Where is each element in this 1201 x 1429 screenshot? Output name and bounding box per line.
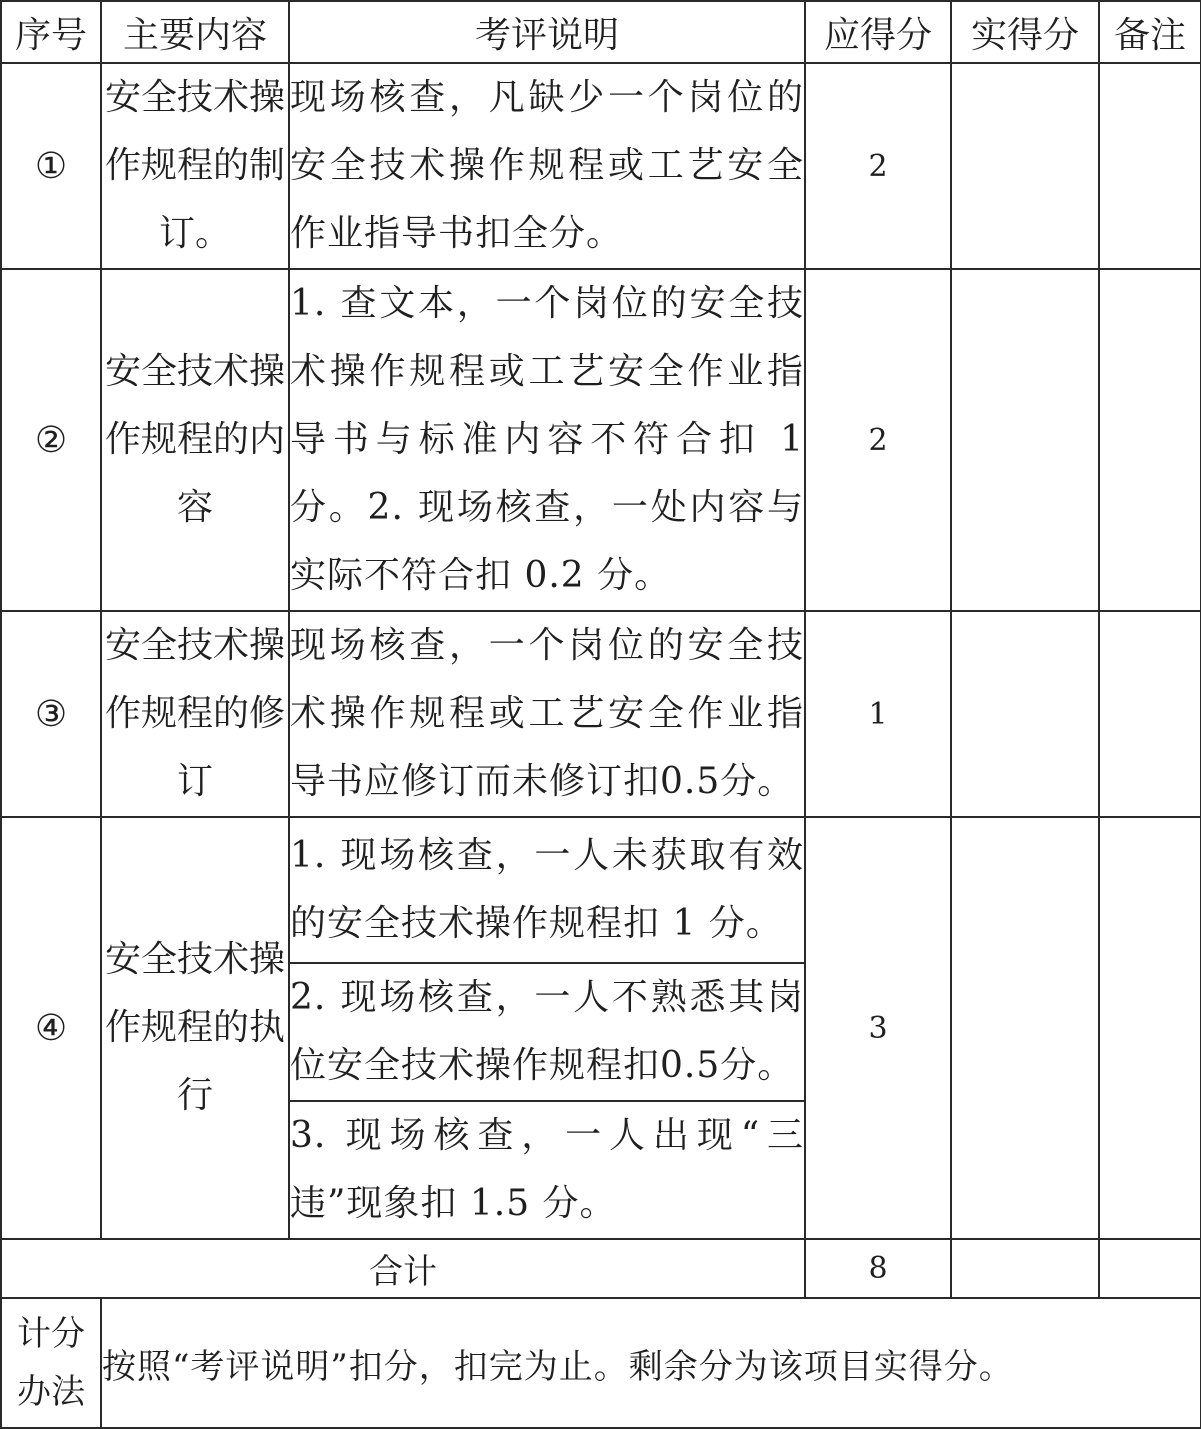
header-content: 主要内容 <box>101 1 289 63</box>
row-seq: ③ <box>1 611 101 817</box>
row-note <box>1099 63 1201 269</box>
row-note <box>1099 611 1201 817</box>
row-desc-item: 1. 现场核查，一人未获取有效的安全技术操作规程扣 1 分。 <box>289 817 805 963</box>
row-seq: ④ <box>1 817 101 1239</box>
row-content: 安全技术操作规程的执行 <box>101 817 289 1239</box>
row-content: 安全技术操作规程的内容 <box>101 269 289 611</box>
header-desc: 考评说明 <box>289 1 805 63</box>
method-text: 按照“考评说明”扣分，扣完为止。剩余分为该项目实得分。 <box>101 1298 1201 1428</box>
row-note <box>1099 817 1201 1239</box>
total-actual-score <box>951 1239 1099 1298</box>
row-seq: ① <box>1 63 101 269</box>
row-desc: 现场核查，凡缺少一个岗位的安全技术操作规程或工艺安全作业指导书扣全分。 <box>289 63 805 269</box>
row-actual-score <box>951 269 1099 611</box>
row-desc: 现场核查，一个岗位的安全技术操作规程或工艺安全作业指导书应修订而未修订扣0.5分。 <box>289 611 805 817</box>
header-row <box>1 1 1201 63</box>
table-row <box>1 269 1201 611</box>
total-label: 合计 <box>1 1239 805 1298</box>
row-due-score: 2 <box>805 63 951 269</box>
row-desc-item: 2. 现场核查，一人不熟悉其岗位安全技术操作规程扣0.5分。 <box>289 963 805 1101</box>
method-label: 计分办法 <box>1 1298 101 1428</box>
row-actual-score <box>951 817 1099 1239</box>
table-row <box>1 63 1201 269</box>
header-note: 备注 <box>1099 1 1201 63</box>
header-seq: 序号 <box>1 1 101 63</box>
row-due-score: 3 <box>805 817 951 1239</box>
row-seq: ② <box>1 269 101 611</box>
header-due-score: 应得分 <box>805 1 951 63</box>
row-due-score: 2 <box>805 269 951 611</box>
table-row <box>1 611 1201 817</box>
header-actual-score: 实得分 <box>951 1 1099 63</box>
row-due-score: 1 <box>805 611 951 817</box>
total-due-score: 8 <box>805 1239 951 1298</box>
row-actual-score <box>951 63 1099 269</box>
row-note <box>1099 269 1201 611</box>
method-row <box>1 1298 1201 1428</box>
row-content: 安全技术操作规程的制订。 <box>101 63 289 269</box>
total-row <box>1 1239 1201 1298</box>
total-note <box>1099 1239 1201 1298</box>
row-content: 安全技术操作规程的修订 <box>101 611 289 817</box>
row-desc-item: 3. 现场核查，一人出现“三违”现象扣 1.5 分。 <box>289 1101 805 1239</box>
table-row <box>1 817 1201 963</box>
row-actual-score <box>951 611 1099 817</box>
row-desc: 1. 查文本，一个岗位的安全技术操作规程或工艺安全作业指导书与标准内容不符合扣 1 分。2. 现场核查，一处内容与实际不符合扣 0.2 分。 <box>289 269 805 611</box>
